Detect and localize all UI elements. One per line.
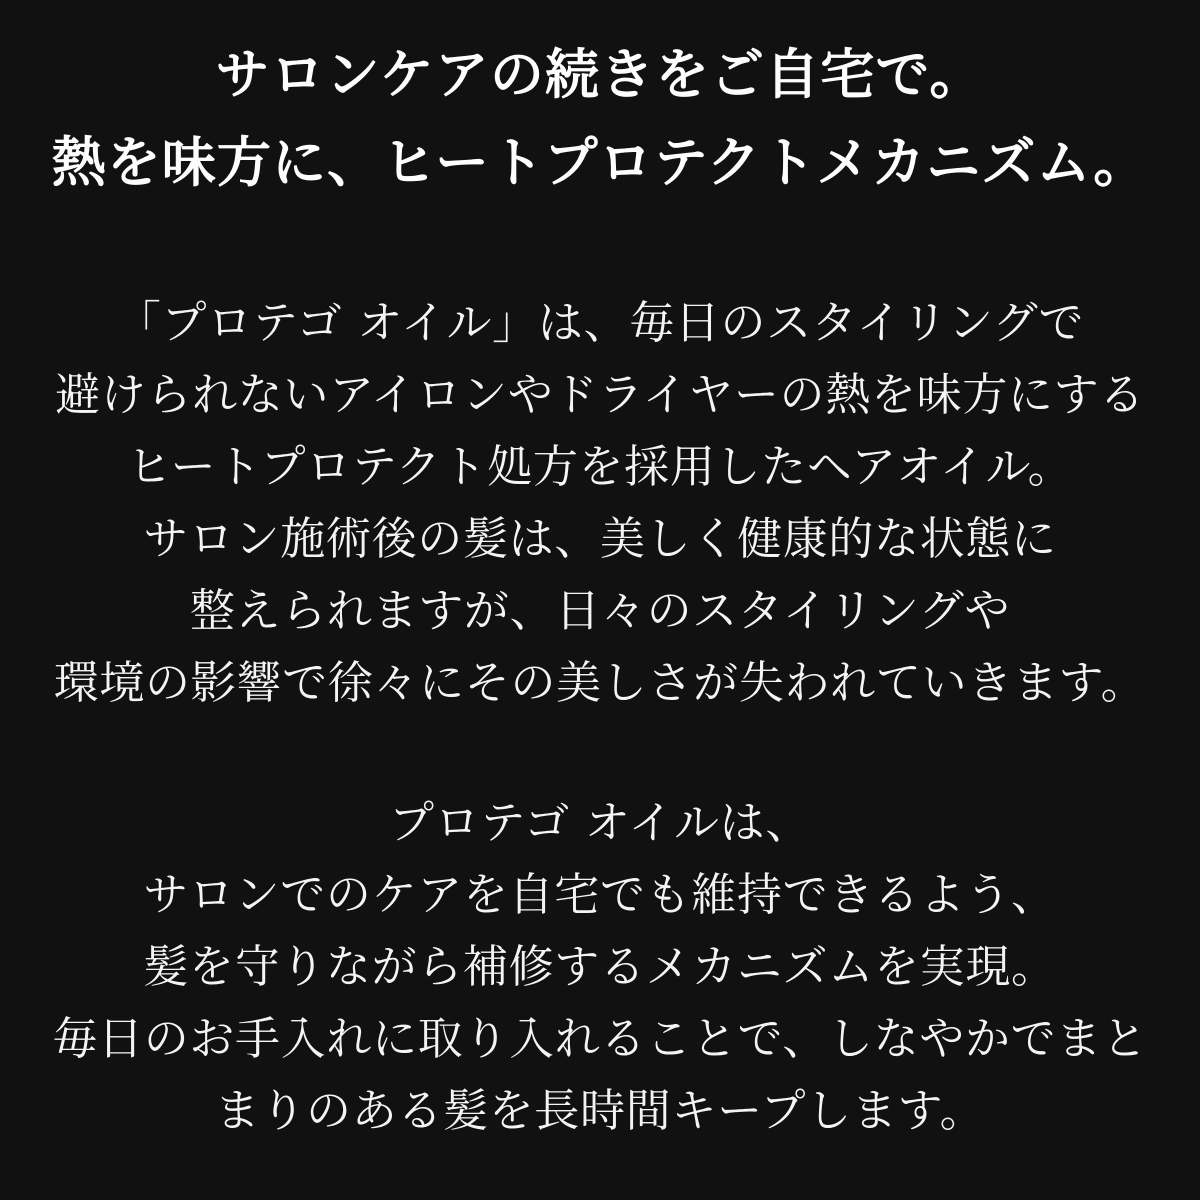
paragraph-line: サロン施術後の髪は、美しく健康的な状態に — [143, 512, 1057, 565]
description-paragraph-2 — [0, 787, 1200, 1147]
paragraph-line: ヒートプロテクト処方を採用したヘアオイル。 — [126, 440, 1074, 493]
paragraph-line: 毎日のお手入れに取り入れることで、しなやかでまと — [52, 1012, 1148, 1065]
section-heading — [0, 30, 1200, 206]
heading-line: サロンケアの続きをご自宅で。 — [215, 42, 985, 106]
heading-line: 熱を味方に、ヒートプロテクトメカニズム。 — [51, 130, 1149, 194]
paragraph-line: 避けられないアイロンやドライヤーの熱を味方にする — [55, 368, 1145, 421]
paragraph-line: 整えられますが、日々のスタイリングや — [189, 584, 1011, 637]
paragraph-line: 環境の影響で徐々にその美しさが失われていきます。 — [53, 656, 1147, 709]
paragraph-line: プロテゴ オイルは、 — [388, 796, 811, 849]
paragraph-line: 「プロテゴ オイル」は、毎日のスタイリングで — [115, 296, 1085, 349]
description-paragraph-1 — [0, 287, 1200, 719]
paragraph-line: サロンでのケアを自宅でも維持できるよう、 — [143, 868, 1057, 921]
paragraph-line: 髪を守りながら補修するメカニズムを実現。 — [143, 940, 1057, 993]
paragraph-line: まりのある髪を長時間キープします。 — [214, 1084, 986, 1137]
